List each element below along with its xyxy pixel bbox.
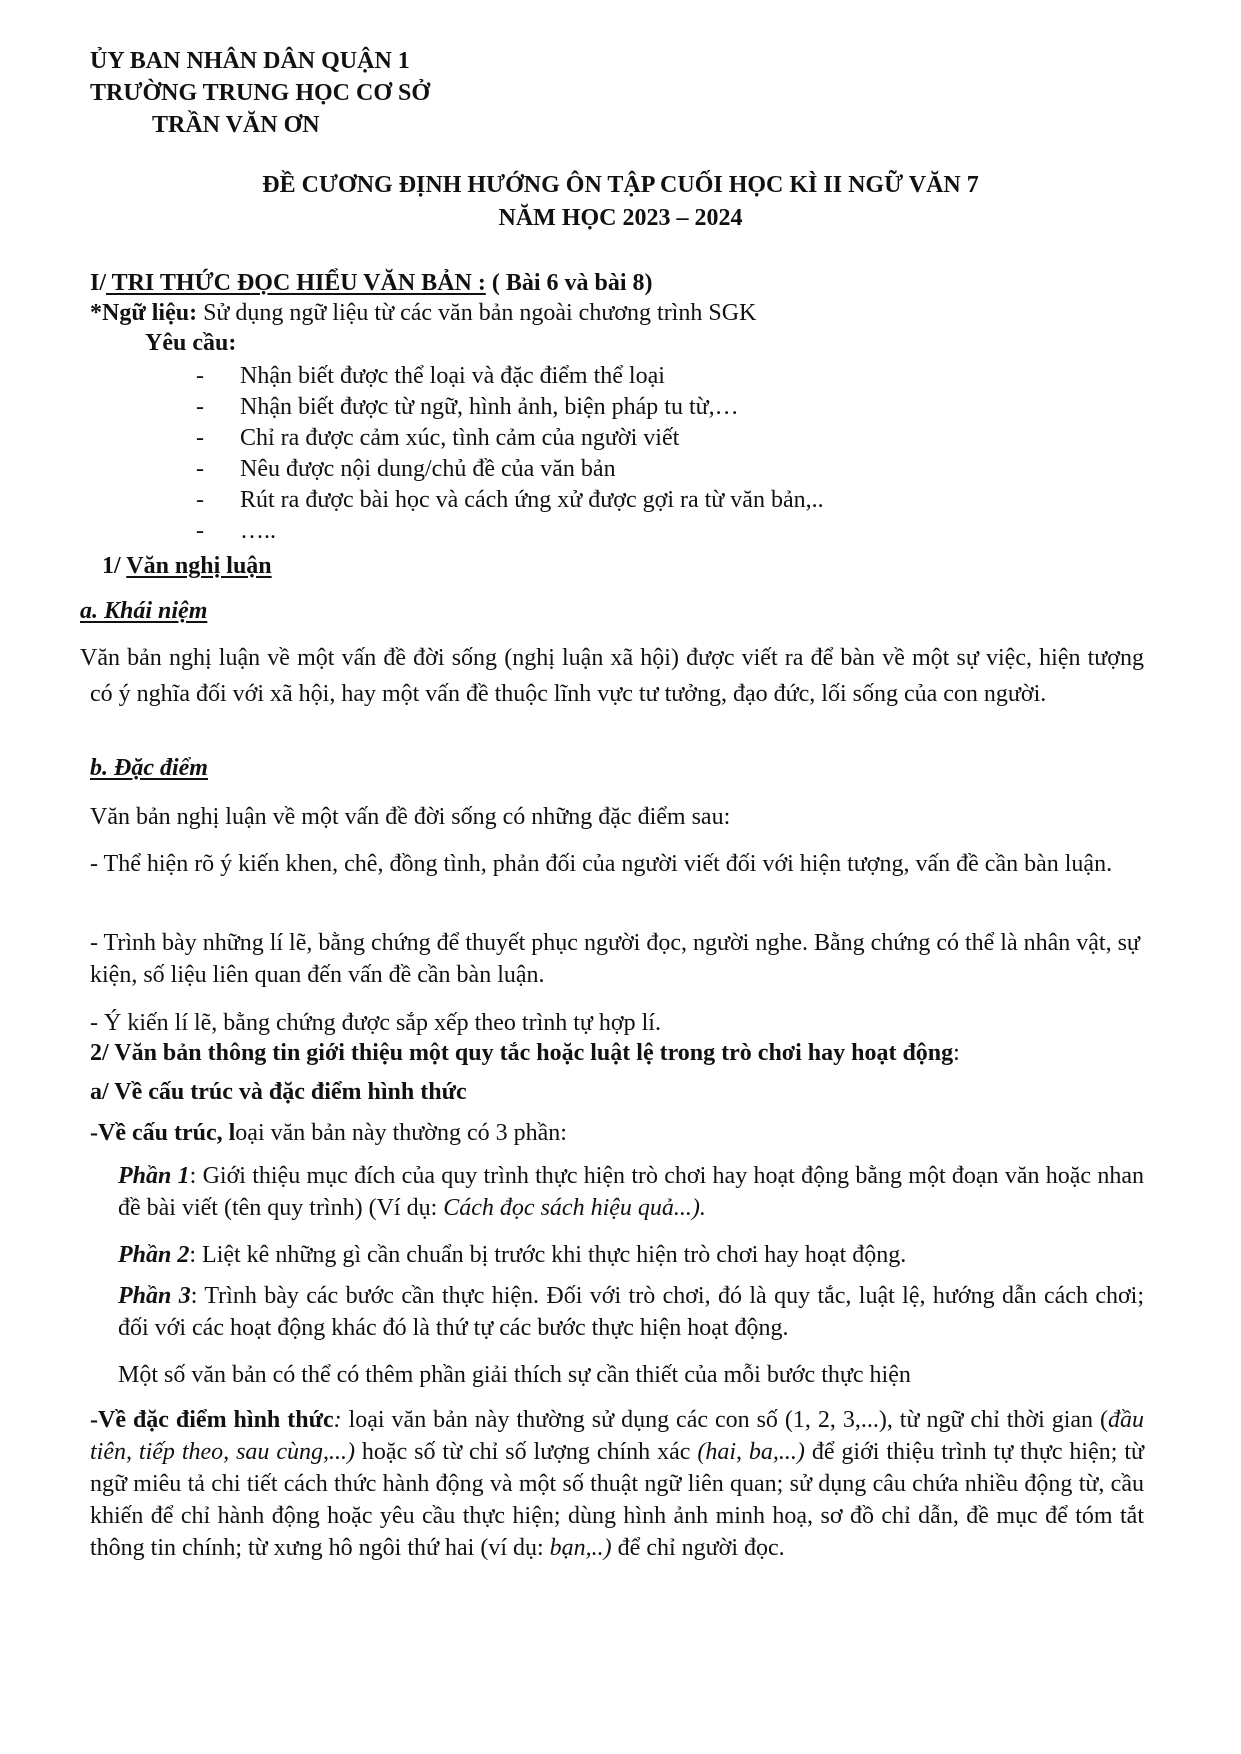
phan-3 <box>118 1280 1144 1344</box>
phan-1-example: Cách đọc sách hiệu quả...). <box>443 1195 706 1221</box>
form-label: -Về đặc điểm hình thức <box>90 1407 334 1433</box>
bullet-dash: - <box>196 456 204 482</box>
form-italic-1: đầu tiên, tiếp theo, sau cùng,...) <box>90 1407 1144 1465</box>
section-1-prefix: I/ <box>90 270 107 296</box>
bullet-dash: - <box>196 487 204 513</box>
list-item-text: Rút ra được bài học và cách ứng xử được gợi ra từ văn bản,.. <box>240 487 824 513</box>
list-item-text: Nêu được nội dung/chủ đề của văn bản <box>240 456 616 482</box>
list-item-text: ….. <box>240 518 276 544</box>
features-intro: Văn bản nghị luận về một vấn đề đời sống có những đặc điểm sau: <box>90 804 731 830</box>
structure-label: -Về cấu trúc, <box>90 1120 223 1146</box>
part-2-colon: : <box>953 1040 960 1066</box>
phan-2-text: : Liệt kê những gì cần chuẩn bị trước khi thực hiện trò chơi hay hoạt động. <box>189 1242 907 1268</box>
header-line-3: TRẦN VĂN ƠN <box>152 112 320 138</box>
form-italic-3: bạn,..) <box>549 1535 612 1561</box>
bullet-dash: - <box>196 394 204 420</box>
requirements-list <box>196 361 996 547</box>
phan-2 <box>118 1240 906 1270</box>
document-title: ĐỀ CƯƠNG ĐỊNH HƯỚNG ÔN TẬP CUỐI HỌC KÌ II NGỮ VĂN 7 <box>262 172 979 198</box>
material-text: Sử dụng ngữ liệu từ các văn bản ngoài chương trình SGK <box>197 300 757 326</box>
features-heading: b. Đặc điểm <box>90 755 208 781</box>
bullet-dash: - <box>196 363 204 389</box>
feature-1-text: - Thể hiện rõ ý kiến khen, chê, đồng tình, phản đối của người viết đối với hiện tượng, vấn đề cần bàn luận. <box>90 851 1113 877</box>
feature-3: - Ý kiến lí lẽ, bằng chứng được sắp xếp theo trình tự hợp lí. <box>90 1010 661 1036</box>
list-item-text: Nhận biết được thể loại và đặc điểm thể loại <box>240 363 665 389</box>
structure-l: l <box>222 1120 236 1146</box>
list-item <box>196 454 996 485</box>
form-paragraph <box>90 1404 1144 1564</box>
phan-1 <box>118 1160 1144 1224</box>
material-line <box>90 298 756 328</box>
concept-heading: a. Khái niệm <box>80 598 208 624</box>
form-text-1: loại văn bản này thường sử dụng các con số (1, 2, 3,...), từ ngữ chỉ thời gian ( <box>341 1407 1108 1433</box>
phan-1-label: Phần 1 <box>118 1163 190 1189</box>
part-2-heading <box>90 1038 960 1068</box>
list-item-text: Nhận biết được từ ngữ, hình ảnh, biện pháp tu từ,… <box>240 394 739 420</box>
list-item <box>196 485 996 516</box>
phan-3-text: : Trình bày các bước cần thực hiện. Đối với trò chơi, đó là quy tắc, luật lệ, hướng dẫn cách chơi; đối với các hoạt động khác đó là thứ tự các bước thực hiện hoạt động. <box>118 1283 1145 1341</box>
part-1-prefix: 1/ <box>102 553 127 579</box>
list-item <box>196 423 996 454</box>
form-italic-2: (hai, ba,...) <box>697 1439 805 1465</box>
structure-text: oại văn bản này thường có 3 phần: <box>235 1120 567 1146</box>
requirements-label: Yêu cầu: <box>145 330 237 356</box>
header-line-1: ỦY BAN NHÂN DÂN QUẬN 1 <box>90 48 410 74</box>
form-text-3: để giới thiệu trình tự thực hiện; từ ngữ miêu tả chi tiết cách thức hành động và một số thuật ngữ liên quan; sử dụng câu chứa nhiều động từ, cầu khiến để chỉ hành động hoặc yêu cầu thực hiện; dùng hình ảnh minh hoạ, sơ đồ chỉ dẫn, đề mục để tóm tắt thông tin chính; từ xưng hô ngôi thứ hai (ví dụ: <box>90 1439 1145 1561</box>
form-colon: : <box>333 1407 342 1433</box>
phan-3-label: Phần 3 <box>118 1283 191 1309</box>
section-1-title: TRI THỨC ĐỌC HIỂU VĂN BẢN : <box>106 270 486 296</box>
extra-note: Một số văn bản có thể có thêm phần giải thích sự cần thiết của mỗi bước thực hiện <box>118 1362 911 1388</box>
part-1-heading <box>102 551 272 581</box>
part-2-title: 2/ Văn bản thông tin giới thiệu một quy tắc hoặc luật lệ trong trò chơi hay hoạt động <box>90 1040 954 1066</box>
list-item <box>196 516 996 547</box>
material-label: *Ngữ liệu: <box>90 300 198 326</box>
phan-1-text: : Giới thiệu mục đích của quy trình thực hiện trò chơi hay hoạt động bằng một đoạn văn hoặc nhan đề bài viết (tên quy trình) (Ví dụ: <box>118 1163 1144 1221</box>
list-item <box>196 392 996 423</box>
section-1-heading <box>90 268 653 298</box>
feature-2-text: - Trình bày những lí lẽ, bằng chứng để thuyết phục người đọc, người nghe. Bằng chứng có thể là nhân vật, sự kiện, số liệu liên quan đến vấn đề cần bàn luận. <box>90 930 1140 988</box>
list-item-text: Chỉ ra được cảm xúc, tình cảm của người viết <box>240 425 680 451</box>
section-1-suffix: ( Bài 6 và bài 8) <box>485 270 653 296</box>
concept-text: Văn bản nghị luận về một vấn đề đời sống (nghị luận xã hội) được viết ra để bàn về một sự việc, hiện tượng có ý nghĩa đối với xã hội, hay một vấn đề thuộc lĩnh vực tư tưởng, đạo đức, lối sống của con người. <box>80 645 1144 707</box>
form-text-4: để chỉ người đọc. <box>611 1535 785 1561</box>
school-year: NĂM HỌC 2023 – 2024 <box>498 205 743 231</box>
concept-paragraph <box>80 640 1144 712</box>
bullet-dash: - <box>196 518 204 544</box>
structure-line <box>90 1118 567 1148</box>
bullet-dash: - <box>196 425 204 451</box>
feature-2 <box>90 927 1145 991</box>
part-2a-heading: a/ Về cấu trúc và đặc điểm hình thức <box>90 1079 467 1105</box>
phan-2-label: Phần 2 <box>118 1242 190 1268</box>
part-1-title: Văn nghị luận <box>126 553 272 579</box>
feature-1 <box>90 848 1145 880</box>
list-item <box>196 361 996 392</box>
header-line-2: TRƯỜNG TRUNG HỌC CƠ SỞ <box>90 80 431 106</box>
form-text-2: hoặc số từ chỉ số lượng chính xác <box>355 1439 698 1465</box>
